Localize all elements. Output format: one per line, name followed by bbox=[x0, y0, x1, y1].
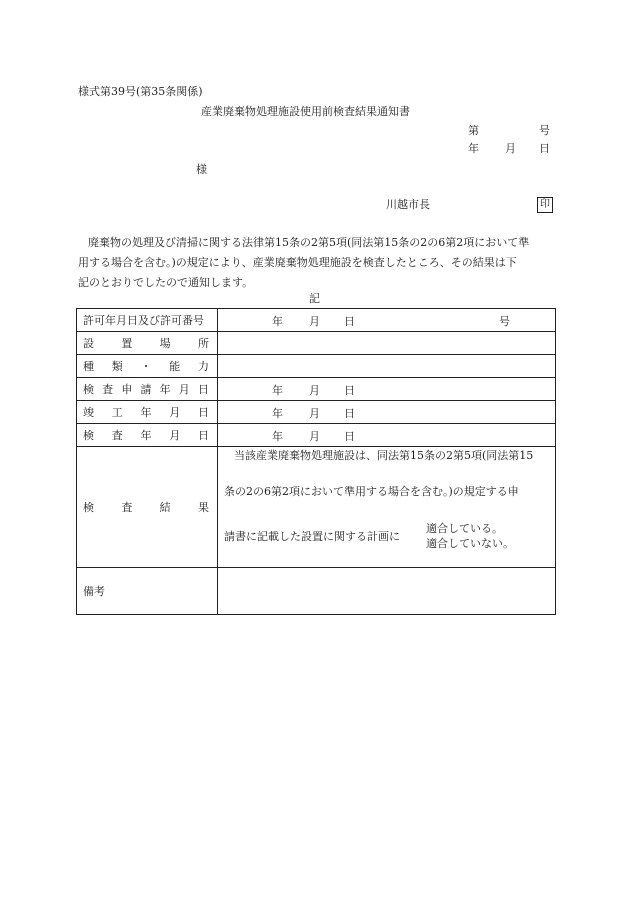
inspection-date-value bbox=[218, 424, 556, 447]
result-text-line: 請書に記載した設置に関する計画に bbox=[224, 530, 400, 543]
table-row bbox=[77, 424, 556, 447]
type-capacity-value bbox=[218, 355, 556, 378]
issuer-name: 川越市長 bbox=[386, 198, 430, 211]
completion-date-value bbox=[218, 401, 556, 424]
month-label: 月 bbox=[309, 384, 320, 397]
date-month: 月 bbox=[505, 142, 516, 155]
result-text-line: 条の2の6第2項において準用する場合を含む。)の規定する申 bbox=[224, 485, 519, 498]
year-label: 年 bbox=[272, 315, 283, 328]
notice-line: 廃棄物の処理及び清掃に関する法律第15条の2第5項(同法第15条の2の6第2項において準 bbox=[88, 236, 530, 249]
table-row bbox=[77, 378, 556, 401]
seal-mark: 印 bbox=[537, 197, 553, 213]
table-row bbox=[77, 401, 556, 424]
document-title: 産業廃棄物処理施設使用前検査結果通知書 bbox=[201, 105, 410, 118]
inspection-result-value bbox=[218, 447, 556, 568]
table-row bbox=[77, 309, 556, 332]
application-date-value bbox=[218, 378, 556, 401]
result-text-line: 当該産業廃棄物処理施設は、同法第15条の2第5項(同法第15 bbox=[234, 449, 534, 462]
date-day: 日 bbox=[539, 142, 550, 155]
day-label: 日 bbox=[344, 407, 355, 420]
day-label: 日 bbox=[344, 430, 355, 443]
inspection-date-label: 検 査 年 月 日 bbox=[77, 424, 218, 447]
option-conform: 適合している。 bbox=[426, 522, 503, 535]
application-date-label: 検 査 申 請 年 月 日 bbox=[77, 378, 218, 401]
table-row bbox=[77, 447, 556, 568]
location-value bbox=[218, 332, 556, 355]
table-row bbox=[77, 568, 556, 615]
table-row bbox=[77, 355, 556, 378]
date-year: 年 bbox=[468, 142, 479, 155]
year-label: 年 bbox=[272, 384, 283, 397]
day-label: 日 bbox=[344, 315, 355, 328]
completion-date-label: 竣 工 年 月 日 bbox=[77, 401, 218, 424]
document-number-prefix: 第 bbox=[468, 124, 479, 137]
number-suffix-label: 号 bbox=[499, 315, 510, 328]
remarks-label: 備考 bbox=[77, 568, 218, 615]
permit-label: 許可年月日及び許可番号 bbox=[77, 309, 218, 332]
notice-line: 用する場合を含む。)の規定により、産業廃棄物処理施設を検査したところ、その結果は下 bbox=[78, 256, 517, 269]
month-label: 月 bbox=[309, 407, 320, 420]
ki-heading: 記 bbox=[309, 292, 320, 305]
permit-value bbox=[218, 309, 556, 332]
notice-paragraph bbox=[78, 233, 554, 293]
option-nonconform: 適合していない。 bbox=[426, 537, 514, 550]
year-label: 年 bbox=[272, 430, 283, 443]
location-label: 設 置 場 所 bbox=[77, 332, 218, 355]
inspection-table bbox=[76, 308, 556, 615]
type-capacity-label: 種 類 ・ 能 力 bbox=[77, 355, 218, 378]
addressee-suffix: 様 bbox=[196, 163, 207, 176]
table-row bbox=[77, 332, 556, 355]
inspection-result-label: 検 査 結 果 bbox=[77, 447, 218, 568]
month-label: 月 bbox=[309, 315, 320, 328]
document-number-suffix: 号 bbox=[539, 124, 550, 137]
form-number: 様式第39号(第35条関係) bbox=[78, 85, 203, 98]
year-label: 年 bbox=[272, 407, 283, 420]
month-label: 月 bbox=[309, 430, 320, 443]
day-label: 日 bbox=[344, 384, 355, 397]
notice-line: 記のとおりでしたので通知します。 bbox=[78, 276, 254, 289]
remarks-value bbox=[218, 568, 556, 615]
